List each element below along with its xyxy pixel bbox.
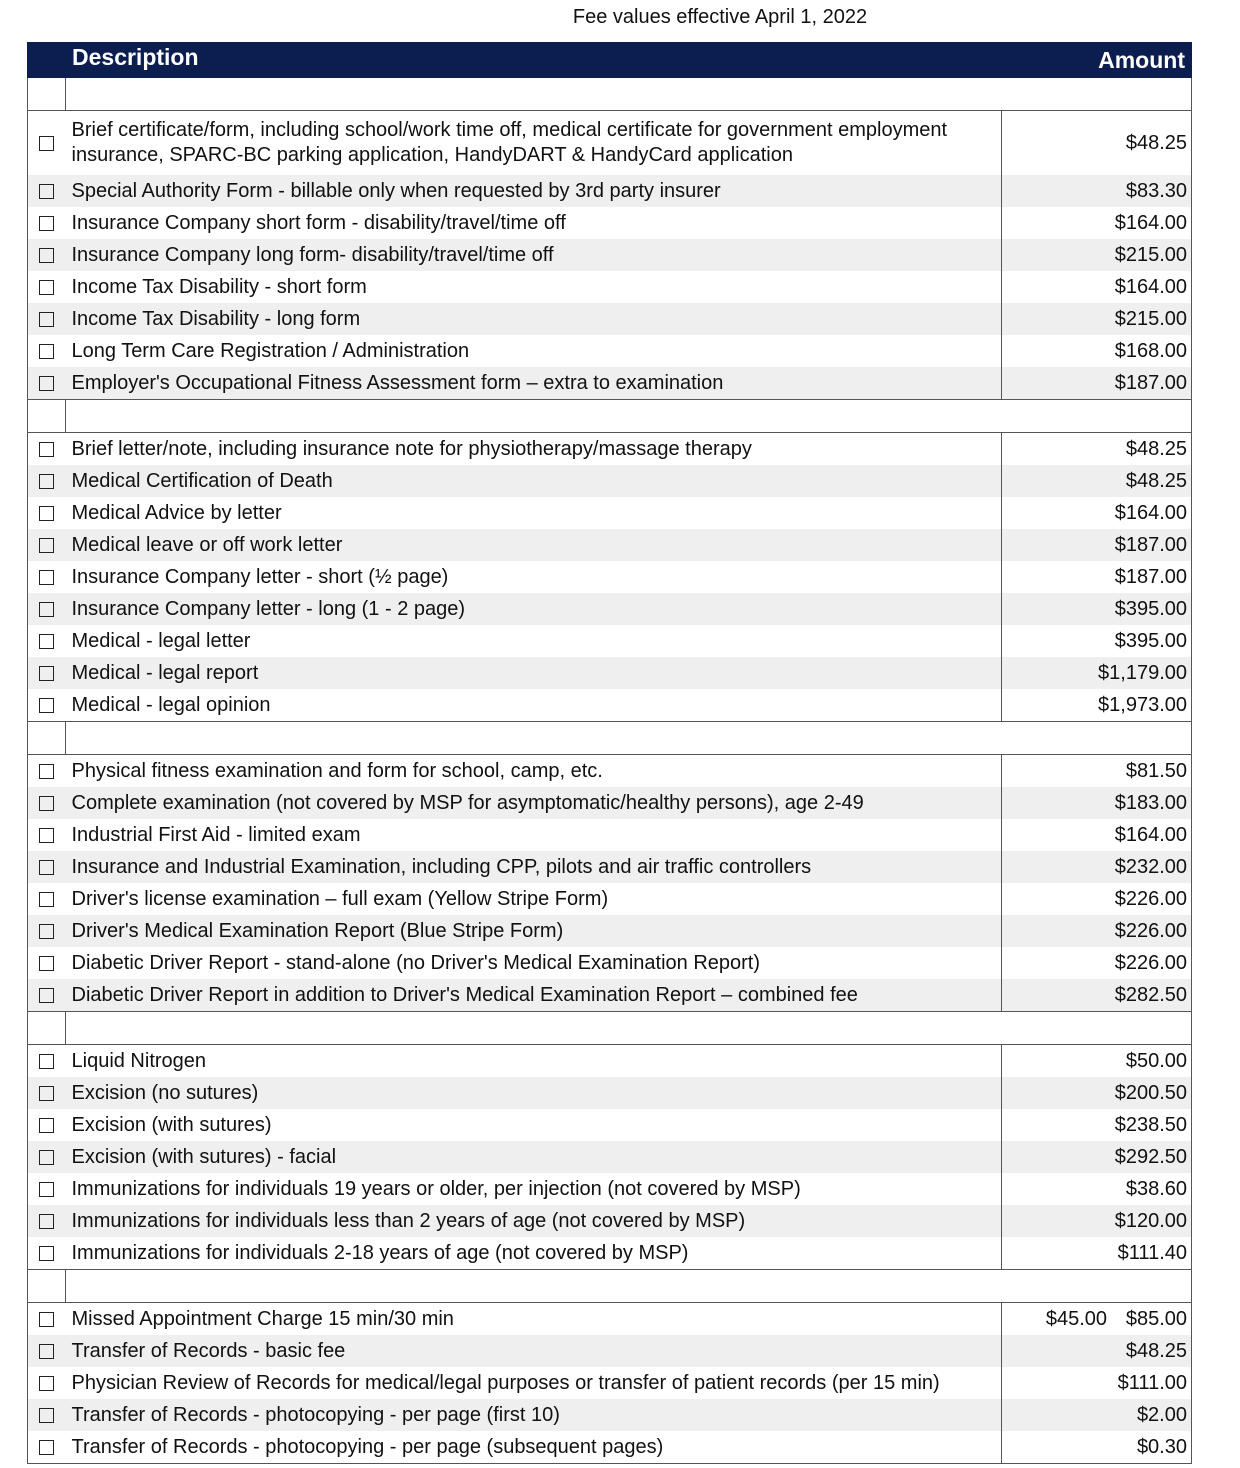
fee-row (28, 529, 1192, 561)
fee-amount: $215.00 (1114, 244, 1187, 266)
checkbox-cell (28, 303, 66, 335)
checkbox-cell (28, 593, 66, 625)
fee-row (28, 335, 1192, 367)
fee-description: Complete examination (not covered by MSP for asymptomatic/healthy persons), age 2-49 (66, 787, 1002, 819)
fee-amount: $232.00 (1114, 856, 1187, 878)
fee-row (28, 1399, 1192, 1431)
fee-amount-cell (1002, 175, 1192, 207)
fee-description: Medical Advice by letter (66, 497, 1002, 529)
checkbox-cell (28, 625, 66, 657)
fee-row (28, 207, 1192, 239)
fee-amount-cell (1002, 239, 1192, 271)
checkbox-cell (28, 111, 66, 176)
checkbox-cell (28, 1237, 66, 1270)
checkbox-cell (28, 433, 66, 466)
fee-description: Insurance Company long form- disability/travel/time off (66, 239, 1002, 271)
section-spacer (28, 722, 1192, 755)
fee-amount: $85.00 (1125, 1308, 1187, 1330)
checkbox[interactable] (39, 1408, 54, 1423)
checkbox-cell (28, 915, 66, 947)
fee-description: Insurance Company short form - disability/travel/time off (66, 207, 1002, 239)
fee-amount-cell (1002, 1367, 1192, 1399)
spacer-cell (66, 722, 1192, 755)
checkbox-cell (28, 1109, 66, 1141)
fee-amount-cell (1002, 755, 1192, 788)
fee-amount: $187.00 (1114, 534, 1187, 556)
fee-description: Insurance and Industrial Examination, including CPP, pilots and air traffic controllers (66, 851, 1002, 883)
fee-amount: $38.60 (1125, 1178, 1187, 1200)
checkbox[interactable] (39, 634, 54, 649)
section-spacer (28, 400, 1192, 433)
checkbox-cell (28, 1141, 66, 1173)
checkbox[interactable] (39, 892, 54, 907)
fee-amount: $48.25 (1125, 131, 1187, 154)
fee-row (28, 947, 1192, 979)
fee-amount: $1,973.00 (1098, 694, 1187, 716)
fee-amount-cell (1002, 1399, 1192, 1431)
spacer-cell (28, 722, 66, 755)
fee-description: Liquid Nitrogen (66, 1045, 1002, 1078)
fee-amount: $187.00 (1114, 372, 1187, 394)
fee-amount-cell (1002, 561, 1192, 593)
checkbox[interactable] (39, 376, 54, 391)
fee-description: Medical leave or off work letter (66, 529, 1002, 561)
fee-description: Immunizations for individuals 19 years or older, per injection (not covered by MSP) (66, 1173, 1002, 1205)
fee-row (28, 1141, 1192, 1173)
checkbox-cell (28, 1205, 66, 1237)
spacer-cell (66, 78, 1192, 111)
fee-row (28, 915, 1192, 947)
fee-description: Medical - legal letter (66, 625, 1002, 657)
fee-amount: $238.50 (1114, 1114, 1187, 1136)
fee-amount: $215.00 (1114, 308, 1187, 330)
checkbox-cell (28, 851, 66, 883)
fee-description: Transfer of Records - basic fee (66, 1335, 1002, 1367)
fee-amount-cell (1002, 1077, 1192, 1109)
checkbox[interactable] (39, 538, 54, 553)
fee-description: Long Term Care Registration / Administration (66, 335, 1002, 367)
fee-amount-cell (1002, 1431, 1192, 1464)
fee-amount-cell (1002, 819, 1192, 851)
fee-description: Immunizations for individuals less than 2 years of age (not covered by MSP) (66, 1205, 1002, 1237)
header-checkbox-cell (28, 43, 66, 78)
checkbox-cell (28, 657, 66, 689)
fee-row (28, 625, 1192, 657)
checkbox[interactable] (39, 988, 54, 1003)
checkbox[interactable] (39, 570, 54, 585)
checkbox-cell (28, 1045, 66, 1078)
fee-amount-cell (1002, 111, 1192, 176)
fee-description: Excision (with sutures) - facial (66, 1141, 1002, 1173)
fee-amount: $292.50 (1114, 1146, 1187, 1168)
fee-amount-cell (1002, 497, 1192, 529)
checkbox-cell (28, 529, 66, 561)
checkbox-cell (28, 755, 66, 788)
fee-amount: $164.00 (1114, 212, 1187, 234)
fee-amount: $168.00 (1114, 340, 1187, 362)
fee-description: Income Tax Disability - short form (66, 271, 1002, 303)
fee-amount-cell (1002, 433, 1192, 466)
fee-row (28, 851, 1192, 883)
fee-amount-cell (1002, 1109, 1192, 1141)
fee-amount: $200.50 (1114, 1082, 1187, 1104)
fee-amount-cell (1002, 335, 1192, 367)
fee-amount-cell (1002, 625, 1192, 657)
fee-row (28, 979, 1192, 1012)
fee-row (28, 1431, 1192, 1464)
fee-amount-cell (1002, 851, 1192, 883)
fee-description: Special Authority Form - billable only when requested by 3rd party insurer (66, 175, 1002, 207)
fee-description: Driver's license examination – full exam (Yellow Stripe Form) (66, 883, 1002, 915)
checkbox[interactable] (39, 602, 54, 617)
checkbox[interactable] (39, 1246, 54, 1261)
fee-row (28, 561, 1192, 593)
fee-row (28, 1109, 1192, 1141)
fee-row (28, 1045, 1192, 1078)
checkbox-cell (28, 335, 66, 367)
fee-amount: $111.00 (1117, 1372, 1187, 1394)
fee-amount-cell (1002, 915, 1192, 947)
fee-amount: $226.00 (1114, 888, 1187, 910)
checkbox-cell (28, 947, 66, 979)
section-spacer (28, 1012, 1192, 1045)
checkbox-cell (28, 367, 66, 400)
checkbox[interactable] (39, 474, 54, 489)
checkbox[interactable] (39, 442, 54, 457)
fee-description: Medical Certification of Death (66, 465, 1002, 497)
checkbox[interactable] (39, 764, 54, 779)
checkbox-cell (28, 1077, 66, 1109)
fee-amount-cell (1002, 1303, 1192, 1336)
fee-row (28, 111, 1192, 176)
fee-amount: $83.30 (1125, 180, 1187, 202)
fee-description: Diabetic Driver Report - stand-alone (no Driver's Medical Examination Report) (66, 947, 1002, 979)
fee-description: Excision (with sutures) (66, 1109, 1002, 1141)
fee-amount-cell (1002, 1045, 1192, 1078)
fee-amount: $81.50 (1125, 760, 1187, 782)
fee-amount-cell (1002, 883, 1192, 915)
page-title: Fee values effective April 1, 2022 (572, 6, 868, 28)
checkbox[interactable] (39, 796, 54, 811)
header-amount: Amount (1002, 43, 1192, 78)
fee-amount-cell (1002, 303, 1192, 335)
fee-amount-cell (1002, 465, 1192, 497)
checkbox[interactable] (39, 666, 54, 681)
checkbox[interactable] (39, 1086, 54, 1101)
checkbox[interactable] (39, 1054, 54, 1069)
fee-description: Insurance Company letter - short (½ page) (66, 561, 1002, 593)
checkbox[interactable] (39, 216, 54, 231)
checkbox-cell (28, 979, 66, 1012)
fee-amount: $48.25 (1125, 1340, 1187, 1362)
checkbox[interactable] (39, 956, 54, 971)
fee-row (28, 271, 1192, 303)
fee-description: Brief letter/note, including insurance note for physiotherapy/massage therapy (66, 433, 1002, 466)
fee-amount: $1,179.00 (1098, 662, 1187, 684)
checkbox-cell (28, 1367, 66, 1399)
checkbox-cell (28, 561, 66, 593)
fee-amount: $187.00 (1114, 566, 1187, 588)
fee-amount-cell (1002, 947, 1192, 979)
fee-amount: $111.40 (1117, 1242, 1187, 1264)
checkbox-cell (28, 819, 66, 851)
checkbox[interactable] (39, 1312, 54, 1327)
checkbox[interactable] (39, 344, 54, 359)
section-spacer (28, 78, 1192, 111)
fee-amount: $48.25 (1125, 438, 1187, 460)
fee-description: Industrial First Aid - limited exam (66, 819, 1002, 851)
checkbox-cell (28, 1173, 66, 1205)
fee-row (28, 303, 1192, 335)
fee-description: Income Tax Disability - long form (66, 303, 1002, 335)
fee-description: Immunizations for individuals 2-18 years of age (not covered by MSP) (66, 1237, 1002, 1270)
fee-amount-cell (1002, 1173, 1192, 1205)
checkbox-cell (28, 1431, 66, 1464)
fee-amount: $282.50 (1114, 984, 1187, 1006)
checkbox-cell (28, 1335, 66, 1367)
fee-amount-cell (1002, 1205, 1192, 1237)
checkbox[interactable] (39, 1214, 54, 1229)
fee-amount: $2.00 (1136, 1404, 1187, 1426)
fee-amount-cell (1002, 529, 1192, 561)
checkbox[interactable] (39, 860, 54, 875)
fee-amount-alt: $45.00 (1045, 1308, 1107, 1330)
fee-row (28, 1237, 1192, 1270)
fee-amount-cell (1002, 1141, 1192, 1173)
header-description: Description (66, 43, 1002, 78)
fee-amount-cell (1002, 979, 1192, 1012)
fee-row (28, 239, 1192, 271)
checkbox[interactable] (39, 1376, 54, 1391)
fee-row (28, 1303, 1192, 1336)
fee-description: Brief certificate/form, including school/work time off, medical certificate for government employment insurance, SPARC-BC parking application, HandyDART & HandyCard application (66, 111, 1002, 176)
fee-amount-cell (1002, 367, 1192, 400)
spacer-cell (66, 1012, 1192, 1045)
checkbox[interactable] (39, 136, 54, 151)
checkbox[interactable] (39, 280, 54, 295)
fee-description: Diabetic Driver Report in addition to Driver's Medical Examination Report – combined fee (66, 979, 1002, 1012)
fee-row (28, 819, 1192, 851)
fee-row (28, 1077, 1192, 1109)
fee-amount: $164.00 (1114, 502, 1187, 524)
checkbox[interactable] (39, 1118, 54, 1133)
checkbox[interactable] (39, 698, 54, 713)
checkbox[interactable] (39, 506, 54, 521)
fee-amount: $164.00 (1114, 276, 1187, 298)
fee-amount-cell (1002, 657, 1192, 689)
fee-row (28, 1173, 1192, 1205)
checkbox[interactable] (39, 828, 54, 843)
checkbox-cell (28, 497, 66, 529)
checkbox[interactable] (39, 312, 54, 327)
spacer-cell (66, 1270, 1192, 1303)
fee-amount: $0.30 (1136, 1436, 1187, 1458)
fee-description: Transfer of Records - photocopying - per page (first 10) (66, 1399, 1002, 1431)
fee-row (28, 787, 1192, 819)
table-header (28, 43, 1192, 78)
checkbox-cell (28, 1303, 66, 1336)
fee-description: Missed Appointment Charge 15 min/30 min (66, 1303, 1002, 1336)
checkbox[interactable] (39, 1344, 54, 1359)
fee-amount-cell (1002, 1335, 1192, 1367)
fee-row (28, 689, 1192, 722)
checkbox-cell (28, 689, 66, 722)
checkbox-cell (28, 207, 66, 239)
fee-description: Medical - legal report (66, 657, 1002, 689)
fee-amount-cell (1002, 689, 1192, 722)
fee-description: Physical fitness examination and form for school, camp, etc. (66, 755, 1002, 788)
fee-row (28, 175, 1192, 207)
checkbox-cell (28, 787, 66, 819)
checkbox[interactable] (39, 1182, 54, 1197)
fee-description: Medical - legal opinion (66, 689, 1002, 722)
fee-amount-cell (1002, 271, 1192, 303)
fee-row (28, 497, 1192, 529)
fee-row (28, 883, 1192, 915)
fee-description: Transfer of Records - photocopying - per page (subsequent pages) (66, 1431, 1002, 1464)
checkbox[interactable] (39, 1150, 54, 1165)
fee-amount: $395.00 (1114, 598, 1187, 620)
checkbox[interactable] (39, 924, 54, 939)
spacer-cell (28, 1012, 66, 1045)
checkbox-cell (28, 239, 66, 271)
spacer-cell (66, 400, 1192, 433)
fee-amount: $226.00 (1114, 952, 1187, 974)
fee-description: Physician Review of Records for medical/legal purposes or transfer of patient records (per 15 min) (66, 1367, 1002, 1399)
fee-row (28, 367, 1192, 400)
checkbox-cell (28, 1399, 66, 1431)
fee-row (28, 1205, 1192, 1237)
checkbox-cell (28, 271, 66, 303)
fee-description: Insurance Company letter - long (1 - 2 page) (66, 593, 1002, 625)
fee-row (28, 433, 1192, 466)
fee-description: Driver's Medical Examination Report (Blue Stripe Form) (66, 915, 1002, 947)
fee-amount: $164.00 (1114, 824, 1187, 846)
fee-table (27, 42, 1192, 1464)
fee-row (28, 465, 1192, 497)
checkbox[interactable] (39, 184, 54, 199)
fee-amount: $183.00 (1114, 792, 1187, 814)
fee-amount: $226.00 (1114, 920, 1187, 942)
checkbox[interactable] (39, 248, 54, 263)
fee-amount-cell (1002, 1237, 1192, 1270)
fee-row (28, 593, 1192, 625)
spacer-cell (28, 78, 66, 111)
fee-amount: $395.00 (1114, 630, 1187, 652)
section-spacer (28, 1270, 1192, 1303)
fee-amount: $48.25 (1125, 470, 1187, 492)
fee-row (28, 755, 1192, 788)
fee-row (28, 1367, 1192, 1399)
fee-row (28, 657, 1192, 689)
spacer-cell (28, 1270, 66, 1303)
fee-row (28, 1335, 1192, 1367)
fee-description: Employer's Occupational Fitness Assessment form – extra to examination (66, 367, 1002, 400)
checkbox-cell (28, 883, 66, 915)
checkbox[interactable] (39, 1440, 54, 1455)
spacer-cell (28, 400, 66, 433)
checkbox-cell (28, 465, 66, 497)
fee-description: Excision (no sutures) (66, 1077, 1002, 1109)
checkbox-cell (28, 175, 66, 207)
fee-amount-cell (1002, 207, 1192, 239)
fee-amount: $50.00 (1125, 1050, 1187, 1072)
fee-amount: $120.00 (1114, 1210, 1187, 1232)
fee-amount-cell (1002, 787, 1192, 819)
fee-amount-cell (1002, 593, 1192, 625)
